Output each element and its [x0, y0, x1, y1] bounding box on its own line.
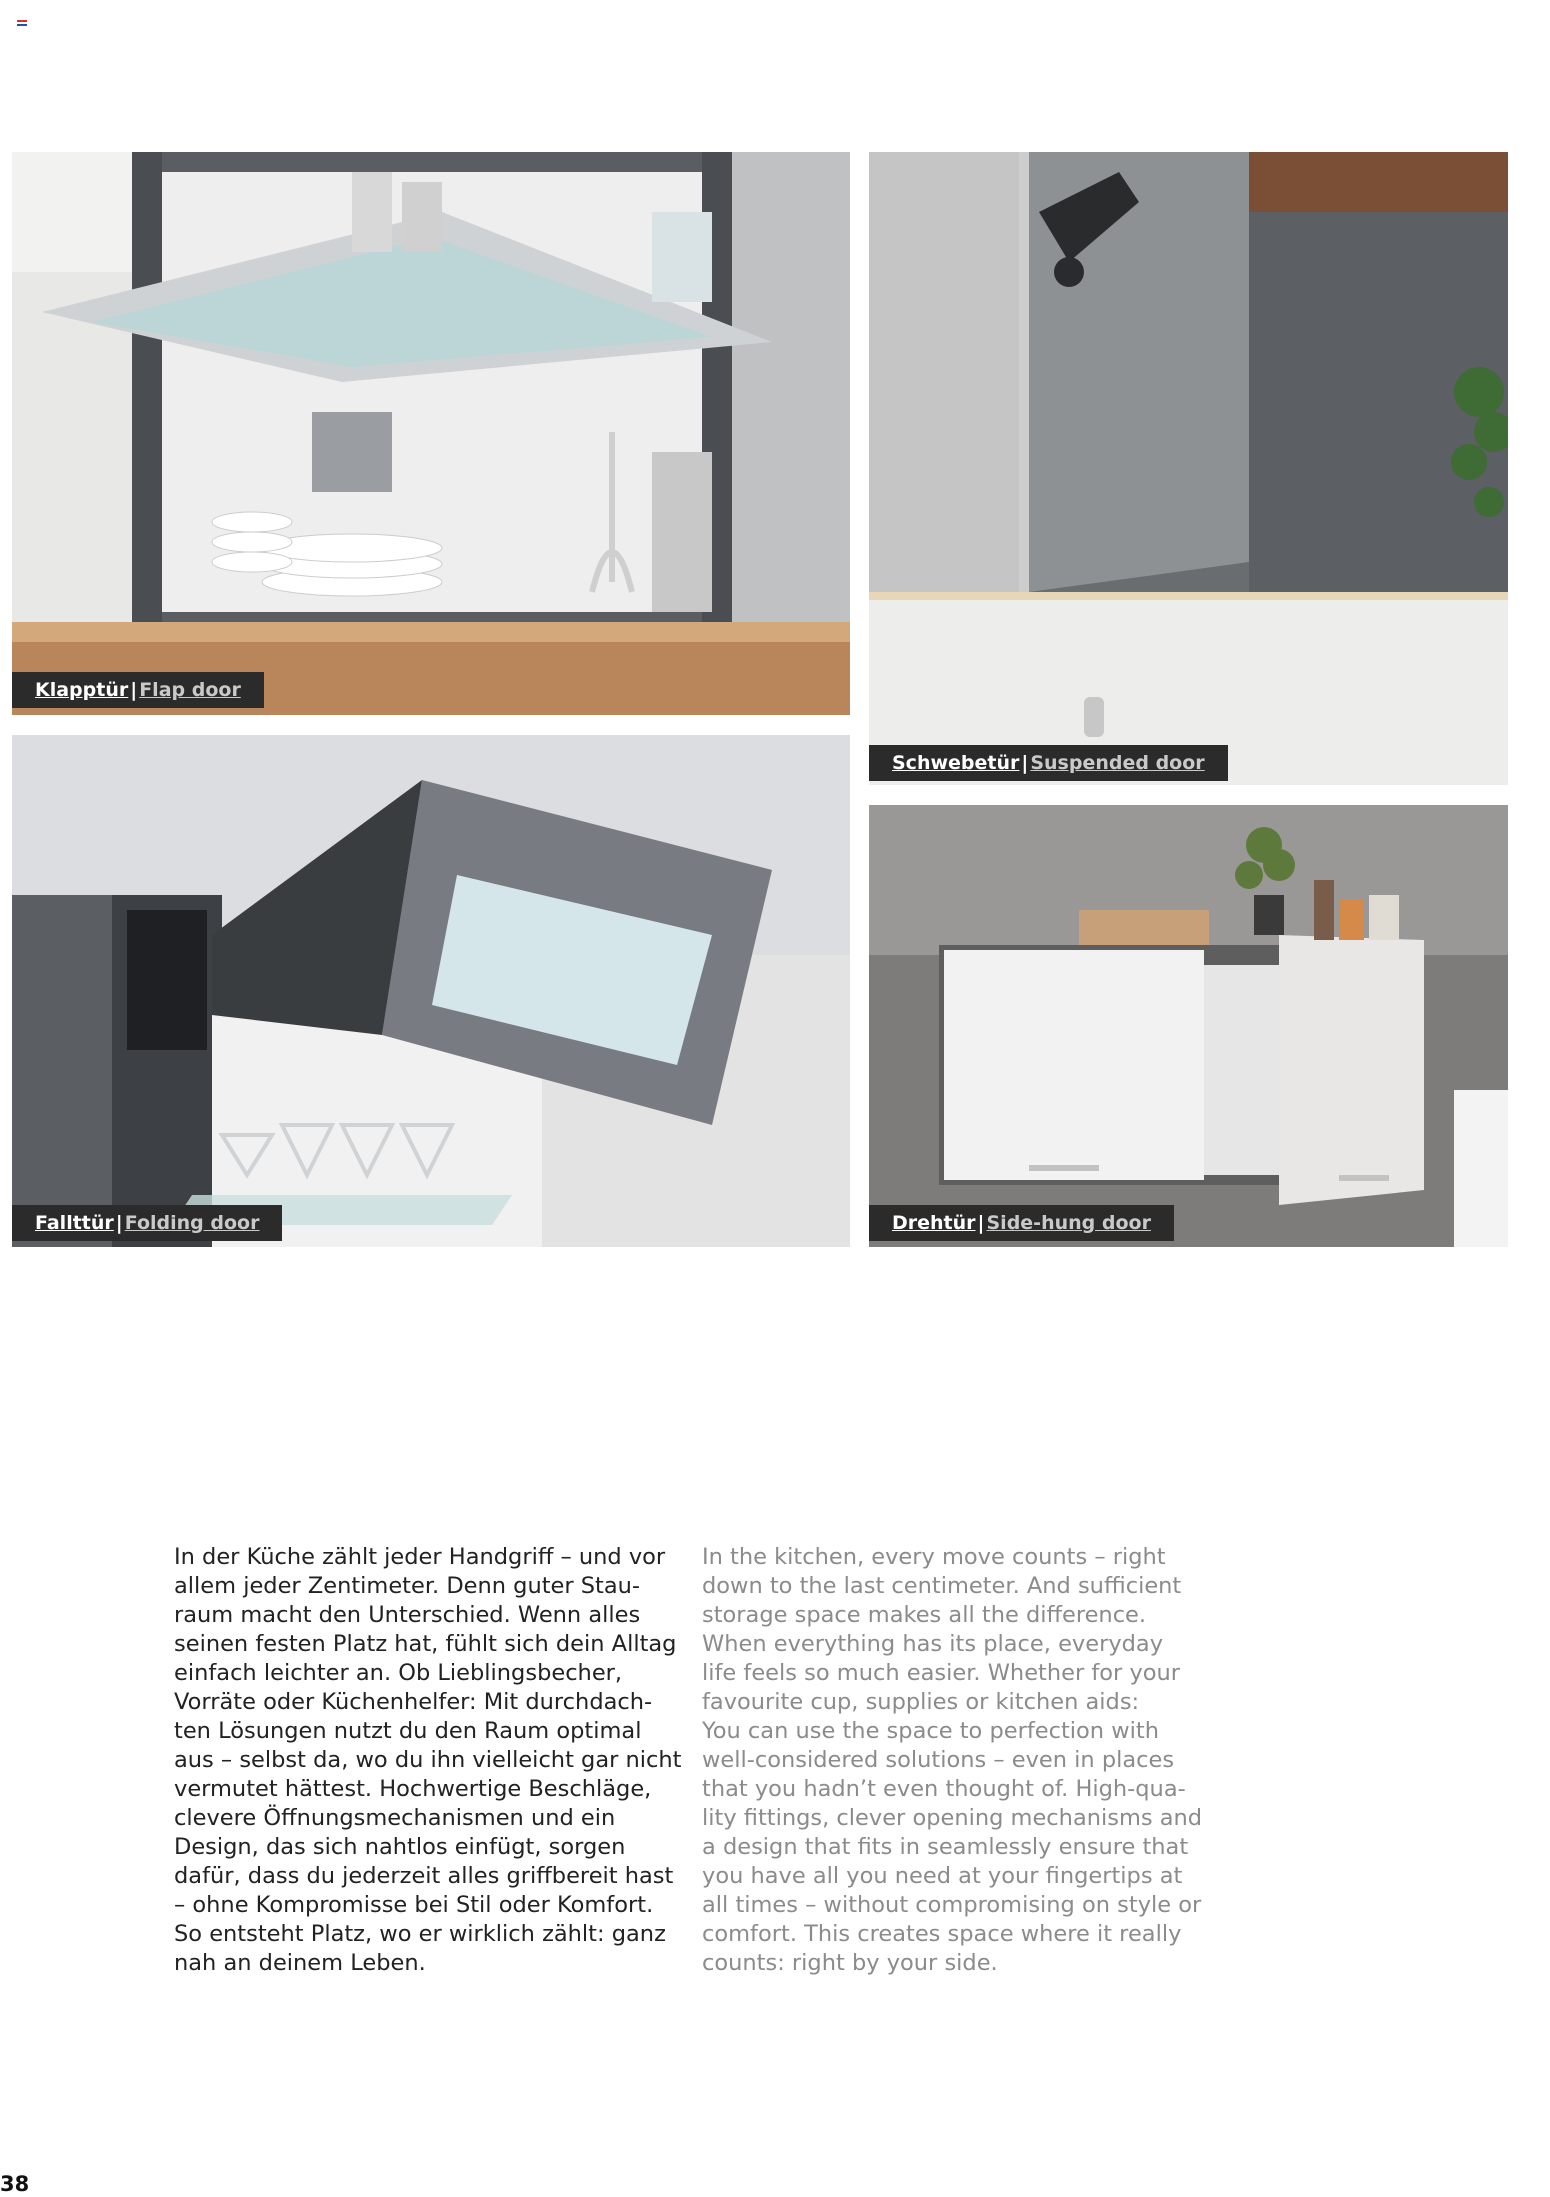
- page-number: 38: [0, 2172, 30, 2196]
- photo-flap-door: [12, 152, 850, 715]
- caption-de: Drehtür: [892, 1212, 976, 1234]
- caption-de: Fallttür: [35, 1212, 114, 1234]
- photo-suspended-door: [869, 152, 1508, 785]
- caption-side-hung-door: [869, 1205, 1174, 1241]
- caption-en-link[interactable]: Suspended door: [1030, 752, 1205, 774]
- side-hung-door-image: [869, 805, 1508, 1247]
- caption-de: Schwebetür: [892, 752, 1020, 774]
- suspended-door-image: [869, 152, 1508, 785]
- menu-bar-blue: [17, 24, 27, 26]
- caption-separator: |: [1021, 752, 1029, 774]
- caption-separator: |: [115, 1212, 123, 1234]
- caption-suspended-door: [869, 745, 1228, 781]
- menu-bar-red: [17, 20, 27, 22]
- body-text-english: In the kitchen, every move counts – right down to the last centimeter. And sufficient storage space makes all the difference. When everything has its place, everyday life feels so much easier. Whether for your favourite cup, supplies or kitchen aids: You can use the space to perfection with well-considered solutions – even in places that you hadn’t even thought of. High-qua- lity fittings, clever opening mechanisms and a design that fits in seamlessly ensure that you have all you need at your fingertips at all times – without compromising on style or comfort. This creates space where it really counts: right by your side.: [702, 1544, 1203, 1976]
- photo-side-hung-door: [869, 805, 1508, 1247]
- photo-folding-door: [12, 735, 850, 1247]
- caption-de: Klapptür: [35, 679, 129, 701]
- caption-en-link[interactable]: Side-hung door: [986, 1212, 1151, 1234]
- folding-door-image: [12, 735, 850, 1247]
- menu-icon[interactable]: [17, 20, 27, 28]
- flap-door-image: [12, 152, 850, 715]
- caption-folding-door: [12, 1205, 282, 1241]
- caption-separator: |: [977, 1212, 985, 1234]
- body-text-german: In der Küche zählt jeder Handgriff – und vor allem jeder Zentimeter. Denn guter Stau- raum macht den Unterschied. Wenn alles seinen festen Platz hat, fühlt sich dein Alltag einfach leichter an. Ob Lieblingsbecher, Vorräte oder Küchenhelfer: Mit durchdach- ten Lösungen nutzt du den Raum optimal aus – selbst da, wo du ihn vielleicht gar nicht vermutet hättest. Hochwertige Beschläge, clevere Öffnungsmechanismen und ein Design, das sich nahtlos einfügt, sorgen dafür, dass du jederzeit alles griffbereit hast – ohne Kompromisse bei Stil oder Komfort. So entsteht Platz, wo er wirklich zählt: ganz nah an deinem Leben.: [174, 1544, 682, 1976]
- caption-separator: |: [130, 679, 138, 701]
- caption-en-link[interactable]: Flap door: [139, 679, 241, 701]
- caption-flap-door: [12, 672, 264, 708]
- caption-en-link[interactable]: Folding door: [124, 1212, 260, 1234]
